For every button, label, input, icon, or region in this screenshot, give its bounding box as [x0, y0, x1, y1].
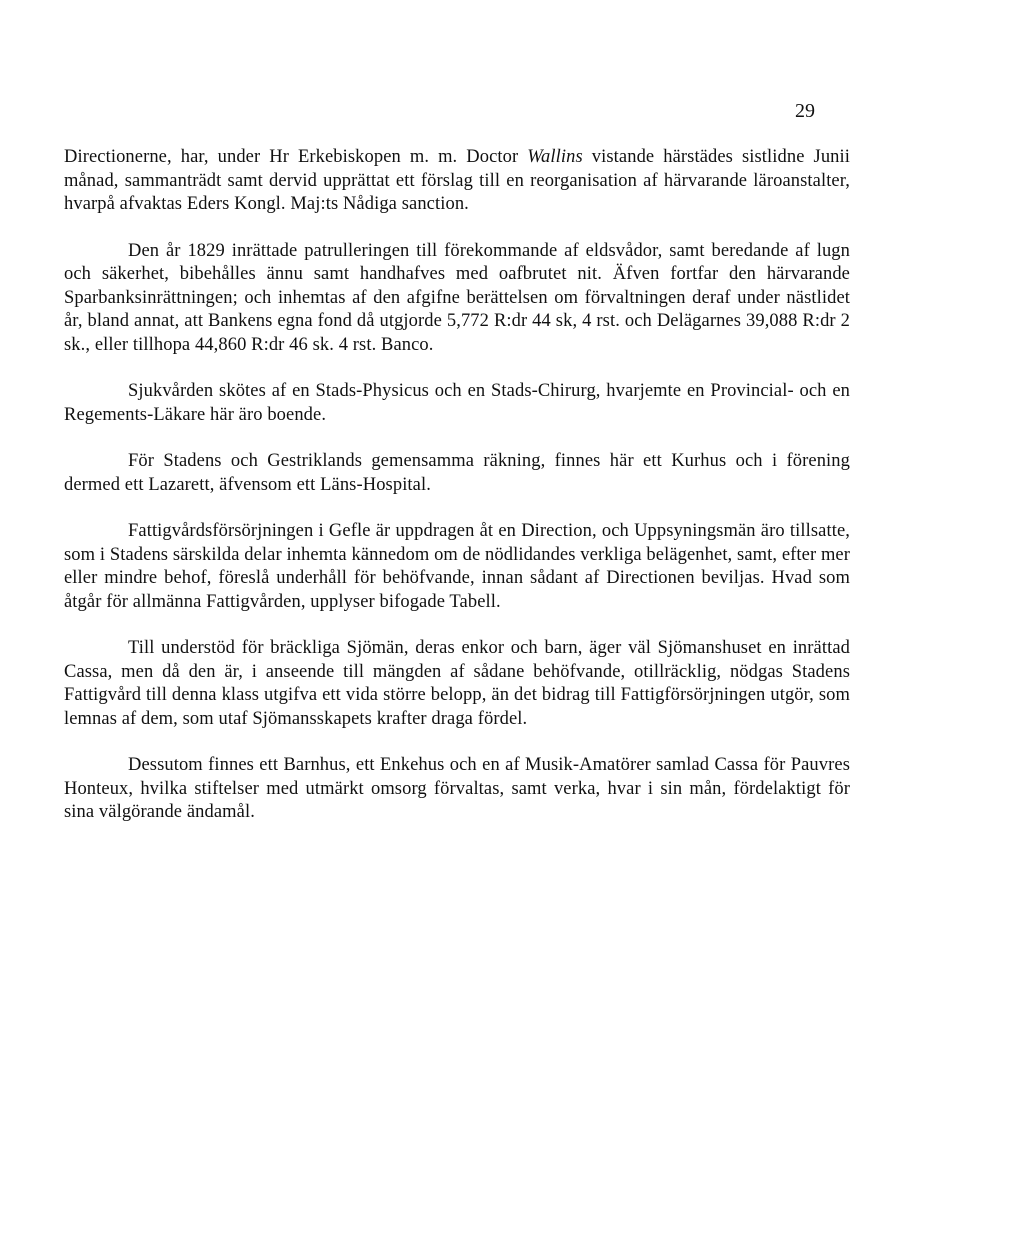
- paragraph-text: Directionerne, har, under Hr Erkebiskopen m. m. Doctor: [64, 147, 528, 167]
- paragraph-sjukvard: Sjukvården skötes af en Stads-Physicus och en Stads-Chirurg, hvarjemte en Provincial- och en Regements-Läkare här äro boende.: [64, 381, 850, 425]
- emphasized-name: Wallins: [527, 147, 583, 167]
- page-number: 29: [795, 100, 815, 122]
- paragraph-patrullering: Den år 1829 inrättade patrulleringen till förekommande af eldsvådor, samt beredande af lugn och säkerhet, bibehålles ännu samt handhafves med oafbrutet nit. Äfven fortfar den härvarande Sparbanksinrättningen; och inhemtas af den afgifne berättelsen om förvaltningen deraf under nästlidet år, bland annat, att Bankens egna fond då utgjorde 5,772 R:dr 44 sk, 4 rst. och Delägarnes 39,088 R:dr 2 sk., eller tillhopa 44,860 R:dr 46 sk. 4 rst. Banco.: [64, 240, 850, 355]
- body-text: [64, 146, 850, 825]
- paragraph-directionerne: [64, 146, 850, 217]
- paragraph-fattigvard: Fattigvårdsförsörjningen i Gefle är uppdragen åt en Direction, och Uppsyningsmän äro tillsatte, som i Stadens särskilda delar inhemta kännedom om de nödlidandes verkliga belägenhet, samt, efter mer eller mindre behof, föreslå underhåll för behöfvande, innan sådant af Directionen beviljas. Hvad som åtgår för allmänna Fattigvården, upplyser bifogade Tabell.: [64, 521, 850, 612]
- paragraph-kurhus: För Stadens och Gestriklands gemensamma räkning, finnes här ett Kurhus och i förening dermed ett Lazarett, äfvensom ett Läns-Hospital.: [64, 451, 850, 495]
- paragraph-text: vistande härstädes sistlidne Junii månad, sammanträdt samt dervid upprättat ett förslag till en reorganisation af härvarande läroanstalter, hvarpå afvaktas Eders Kongl. Maj:ts Nådiga sanction.: [64, 147, 851, 214]
- paragraph-barnhus: Dessutom finnes ett Barnhus, ett Enkehus och en af Musik-Amatörer samlad Cassa för Pauvres Honteux, hvilka stiftelser med utmärkt omsorg förvaltas, samt verka, hvar i sin mån, fördelaktigt för sina välgörande ändamål.: [64, 755, 850, 822]
- paragraph-sjomanshus: Till understöd för bräckliga Sjömän, deras enkor och barn, äger väl Sjömanshuset en inrättad Cassa, men då den är, i anseende till mängden af sådane behöfvande, otillräcklig, nödgas Stadens Fattigvård till denna klass utgifva ett vida större belopp, än det bidrag till Fattigförsörjningen utgör, som lemnas af dem, som utaf Sjömansskapets krafter draga fördel.: [64, 638, 850, 729]
